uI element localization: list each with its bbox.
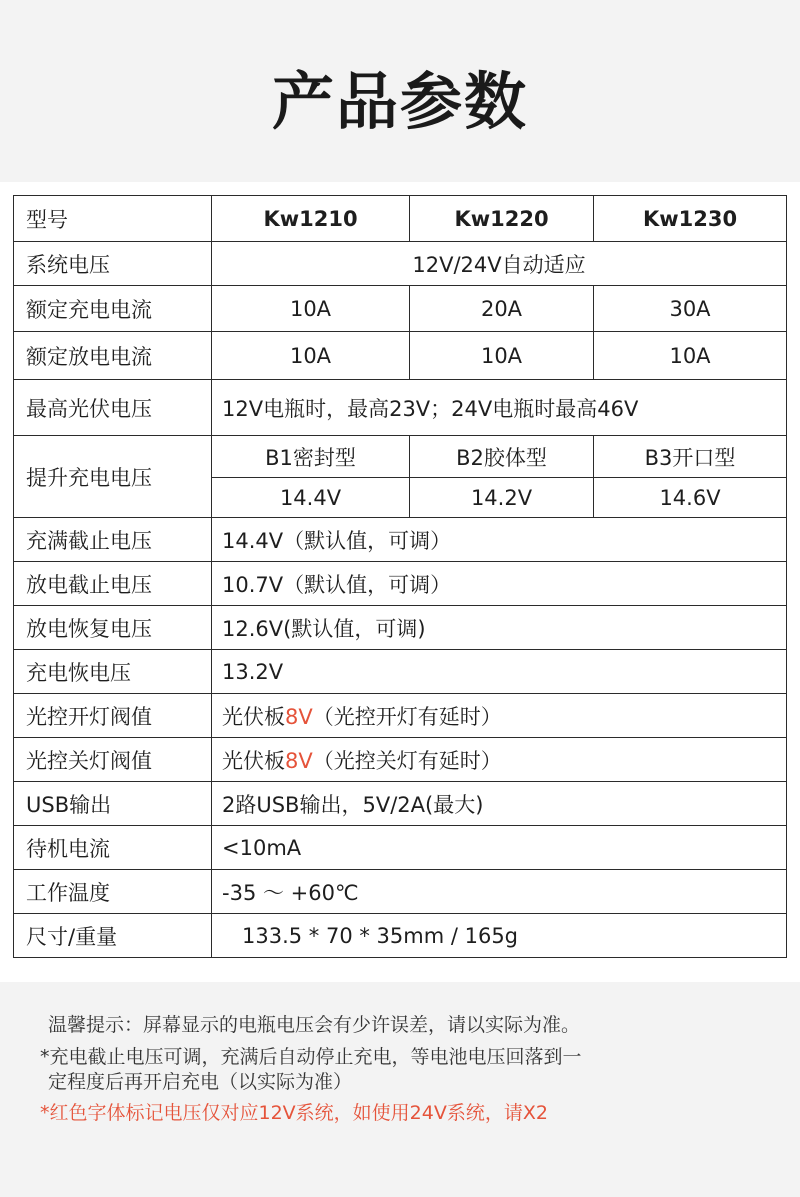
note-red-voltage: *红色字体标记电压仅对应12V系统，如使用24V系统，请X2 xyxy=(40,1102,548,1124)
light-off-voltage: 8V xyxy=(285,748,313,773)
row-label-full-cutoff: 充满截止电压 xyxy=(14,518,212,562)
table-row xyxy=(14,870,787,914)
note-charge-cutoff-line2: 定程度后再开启充电（以实际为准） xyxy=(48,1071,353,1093)
table-row xyxy=(14,694,787,738)
boost-voltage-b3: 14.6V xyxy=(594,478,787,518)
rated-charge-current-2: 20A xyxy=(410,286,594,332)
light-on-prefix: 光伏板 xyxy=(222,704,285,729)
table-row xyxy=(14,650,787,694)
table-row xyxy=(14,436,787,478)
table-row xyxy=(14,332,787,380)
row-label-boost-charge-voltage: 提升充电电压 xyxy=(14,436,212,518)
boost-voltage-b2: 14.2V xyxy=(410,478,594,518)
row-label-rated-discharge-current: 额定放电电流 xyxy=(14,332,212,380)
rated-discharge-current-1: 10A xyxy=(212,332,410,380)
battery-type-b3: B3开口型 xyxy=(594,436,787,478)
standby-current-value: <10mA xyxy=(212,826,787,870)
size-weight-value: 133.5 * 70 * 35mm / 165g xyxy=(212,914,787,958)
table-row xyxy=(14,738,787,782)
spec-table xyxy=(13,195,787,958)
rated-discharge-current-2: 10A xyxy=(410,332,594,380)
light-off-value xyxy=(212,738,787,782)
table-row xyxy=(14,826,787,870)
table-row xyxy=(14,606,787,650)
light-off-prefix: 光伏板 xyxy=(222,748,285,773)
max-pv-voltage-value: 12V电瓶时，最高23V；24V电瓶时最高46V xyxy=(212,380,787,436)
boost-voltage-b1: 14.4V xyxy=(212,478,410,518)
battery-type-b1: B1密封型 xyxy=(212,436,410,478)
table-row xyxy=(14,562,787,606)
table-row xyxy=(14,518,787,562)
system-voltage-value: 12V/24V自动适应 xyxy=(212,242,787,286)
row-label-rated-charge-current: 额定充电电流 xyxy=(14,286,212,332)
row-label-discharge-recovery: 放电恢复电压 xyxy=(14,606,212,650)
row-label-standby-current: 待机电流 xyxy=(14,826,212,870)
table-row xyxy=(14,196,787,242)
row-label-model: 型号 xyxy=(14,196,212,242)
table-row xyxy=(14,380,787,436)
rated-discharge-current-3: 10A xyxy=(594,332,787,380)
row-label-max-pv-voltage: 最高光伏电压 xyxy=(14,380,212,436)
tip-note: 温馨提示：屏幕显示的电瓶电压会有少许误差，请以实际为准。 xyxy=(48,1014,581,1036)
table-row xyxy=(14,914,787,958)
table-row xyxy=(14,286,787,332)
discharge-recovery-value: 12.6V(默认值，可调) xyxy=(212,606,787,650)
row-label-charge-recovery: 充电恢电压 xyxy=(14,650,212,694)
row-label-light-on: 光控开灯阀值 xyxy=(14,694,212,738)
light-on-value xyxy=(212,694,787,738)
light-on-suffix: （光控开灯有延时） xyxy=(312,704,502,729)
row-label-discharge-cutoff: 放电截止电压 xyxy=(14,562,212,606)
model-kw1230: Kw1230 xyxy=(594,196,787,242)
table-row xyxy=(14,782,787,826)
model-kw1220: Kw1220 xyxy=(410,196,594,242)
rated-charge-current-1: 10A xyxy=(212,286,410,332)
row-label-working-temp: 工作温度 xyxy=(14,870,212,914)
battery-type-b2: B2胶体型 xyxy=(410,436,594,478)
rated-charge-current-3: 30A xyxy=(594,286,787,332)
usb-output-value: 2路USB输出，5V/2A(最大) xyxy=(212,782,787,826)
note-charge-cutoff-line1: *充电截止电压可调，充满后自动停止充电，等电池电压回落到一 xyxy=(40,1046,582,1068)
charge-recovery-value: 13.2V xyxy=(212,650,787,694)
full-cutoff-value: 14.4V（默认值，可调） xyxy=(212,518,787,562)
row-label-light-off: 光控关灯阀值 xyxy=(14,738,212,782)
table-row xyxy=(14,242,787,286)
discharge-cutoff-value: 10.7V（默认值，可调） xyxy=(212,562,787,606)
row-label-size-weight: 尺寸/重量 xyxy=(14,914,212,958)
working-temp-value: -35 ～ +60℃ xyxy=(212,870,787,914)
row-label-system-voltage: 系统电压 xyxy=(14,242,212,286)
light-off-suffix: （光控关灯有延时） xyxy=(312,748,502,773)
model-kw1210: Kw1210 xyxy=(212,196,410,242)
light-on-voltage: 8V xyxy=(285,704,313,729)
row-label-usb-output: USB输出 xyxy=(14,782,212,826)
page-title: 产品参数 xyxy=(271,65,528,138)
